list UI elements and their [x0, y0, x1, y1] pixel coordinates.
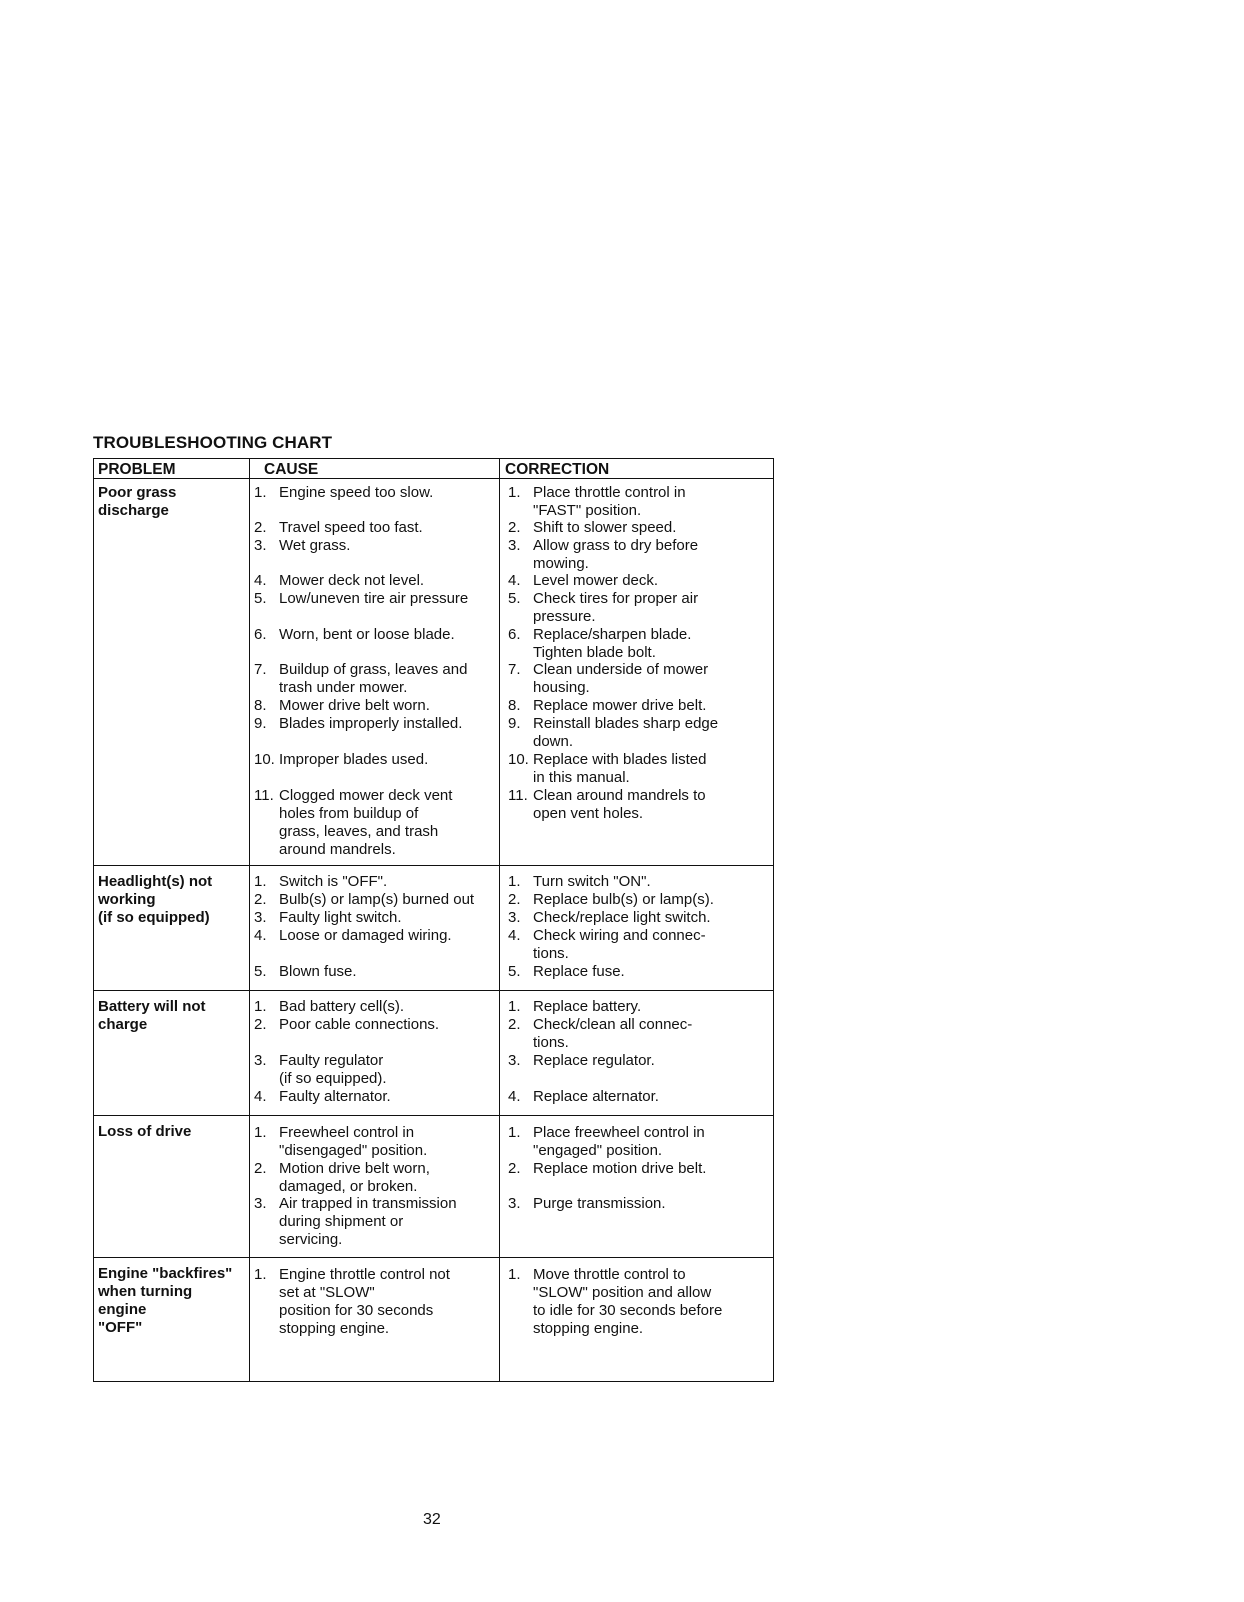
cause-item-number: 4.	[254, 927, 267, 944]
correction-item	[508, 998, 778, 1016]
cause-item-text: Switch is "OFF".	[279, 873, 388, 890]
cause-item-text: Bulb(s) or lamp(s) burned out	[279, 891, 475, 908]
cause-item-text: Bad battery cell(s).	[279, 998, 405, 1015]
correction-item-text: Check/replace light switch.	[533, 909, 711, 926]
cause-item-number: 10.	[254, 751, 275, 768]
cause-item-text: Poor cable connections.	[279, 1016, 440, 1033]
cause-item-number: 4.	[254, 572, 267, 589]
problem-cell: Poor grass discharge	[98, 484, 177, 519]
cause-item-text: Wet grass.	[279, 537, 351, 554]
correction-item-number: 6.	[508, 626, 521, 643]
correction-item-number: 7.	[508, 661, 521, 678]
cause-item-text: Engine throttle control not set at "SLOW" position for 30 seconds stopping engine.	[279, 1266, 450, 1337]
cause-item	[254, 1052, 502, 1088]
correction-item-text: Replace mower drive belt.	[533, 697, 707, 714]
correction-item-text: Place freewheel control in "engaged" position.	[533, 1124, 705, 1159]
correction-item	[508, 661, 778, 697]
header-problem: PROBLEM	[98, 461, 176, 478]
cause-item	[254, 1088, 502, 1106]
correction-item-text: Allow grass to dry before mowing.	[533, 537, 699, 572]
cause-item-number: 1.	[254, 873, 267, 890]
cause-item-number: 3.	[254, 1195, 267, 1212]
cause-item	[254, 519, 502, 537]
correction-item-number: 2.	[508, 1016, 521, 1033]
cause-item-number: 8.	[254, 697, 267, 714]
cause-item-number: 2.	[254, 519, 267, 536]
correction-item	[508, 1124, 778, 1160]
correction-item	[508, 909, 778, 927]
correction-item-number: 10.	[508, 751, 529, 768]
row-divider	[94, 1257, 773, 1258]
correction-item-number: 1.	[508, 1124, 521, 1141]
cause-item-number: 2.	[254, 1016, 267, 1033]
cause-item	[254, 484, 502, 502]
correction-item	[508, 1160, 778, 1178]
cause-item-number: 1.	[254, 1124, 267, 1141]
correction-item	[508, 873, 778, 891]
correction-item	[508, 1195, 778, 1213]
cause-item	[254, 1195, 502, 1249]
problem-cell: Loss of drive	[98, 1123, 192, 1140]
cause-item-text: Buildup of grass, leaves and trash under mower.	[279, 661, 468, 696]
cause-item-text: Freewheel control in "disengaged" position.	[279, 1124, 428, 1159]
cause-item	[254, 927, 502, 945]
correction-item-text: Reinstall blades sharp edge down.	[533, 715, 719, 750]
problem-cell: Headlight(s) not working (if so equipped)	[98, 873, 213, 926]
correction-item	[508, 787, 778, 823]
correction-item-number: 8.	[508, 697, 521, 714]
correction-item	[508, 519, 778, 537]
header-correction: CORRECTION	[505, 461, 610, 478]
cause-item	[254, 537, 502, 555]
correction-item-text: Turn switch "ON".	[533, 873, 651, 890]
correction-item-number: 1.	[508, 484, 521, 501]
cause-item-number: 4.	[254, 1088, 267, 1105]
cause-item	[254, 590, 502, 608]
correction-item-number: 5.	[508, 590, 521, 607]
correction-item-number: 2.	[508, 891, 521, 908]
correction-item-text: Purge transmission.	[533, 1195, 666, 1212]
cause-item-number: 3.	[254, 537, 267, 554]
correction-item-text: Level mower deck.	[533, 572, 659, 589]
correction-item-text: Replace battery.	[533, 998, 642, 1015]
correction-item-number: 3.	[508, 909, 521, 926]
cause-item	[254, 572, 502, 590]
cause-item-text: Travel speed too fast.	[279, 519, 423, 536]
cause-item	[254, 751, 502, 769]
header-cause: CAUSE	[264, 461, 319, 478]
correction-item-text: Replace bulb(s) or lamp(s).	[533, 891, 714, 908]
cause-item-text: Low/uneven tire air pressure	[279, 590, 469, 607]
cause-item	[254, 1124, 502, 1160]
cause-item-text: Faulty light switch.	[279, 909, 402, 926]
correction-item-number: 5.	[508, 963, 521, 980]
correction-item-text: Replace with blades listed in this manual.	[533, 751, 707, 786]
cause-item	[254, 787, 502, 859]
correction-item	[508, 927, 778, 963]
problem-cell: Battery will not charge	[98, 998, 206, 1033]
correction-item-number: 3.	[508, 1052, 521, 1069]
cause-item	[254, 1016, 502, 1034]
cause-item-text: Improper blades used.	[279, 751, 429, 768]
cause-item-text: Blades improperly installed.	[279, 715, 463, 732]
correction-item-text: Clean around mandrels to open vent holes.	[533, 787, 706, 822]
cause-item	[254, 1266, 502, 1338]
cause-item	[254, 873, 502, 891]
correction-item	[508, 1016, 778, 1052]
correction-item-text: Replace/sharpen blade. Tighten blade bolt.	[533, 626, 692, 661]
correction-item-text: Replace motion drive belt.	[533, 1160, 707, 1177]
problem-cell: Engine "backfires" when turning engine "OFF"	[98, 1265, 233, 1336]
cause-item	[254, 626, 502, 644]
cause-item	[254, 891, 502, 909]
correction-item-text: Check tires for proper air pressure.	[533, 590, 699, 625]
cause-item-number: 5.	[254, 963, 267, 980]
correction-item-text: Check/clean all connec- tions.	[533, 1016, 693, 1051]
correction-item	[508, 1266, 778, 1338]
correction-item-text: Shift to slower speed.	[533, 519, 677, 536]
correction-item-number: 4.	[508, 1088, 521, 1105]
cause-item-text: Faulty alternator.	[279, 1088, 391, 1105]
page-number: 32	[423, 1511, 441, 1528]
cause-item-text: Worn, bent or loose blade.	[279, 626, 455, 643]
correction-item-number: 1.	[508, 1266, 521, 1283]
correction-item-text: Replace regulator.	[533, 1052, 655, 1069]
cause-item-text: Mower deck not level.	[279, 572, 425, 589]
cause-item-number: 3.	[254, 1052, 267, 1069]
cause-item-text: Motion drive belt worn, damaged, or broken.	[279, 1160, 430, 1195]
correction-item	[508, 715, 778, 751]
cause-item-text: Blown fuse.	[279, 963, 357, 980]
correction-item-number: 3.	[508, 1195, 521, 1212]
cause-item	[254, 697, 502, 715]
cause-item	[254, 909, 502, 927]
cause-item-number: 7.	[254, 661, 267, 678]
cause-item-text: Faulty regulator (if so equipped).	[279, 1052, 387, 1087]
troubleshooting-table	[93, 458, 774, 1382]
correction-item-number: 11.	[508, 787, 528, 804]
row-divider	[94, 865, 773, 866]
correction-item-number: 2.	[508, 519, 521, 536]
correction-item-number: 3.	[508, 537, 521, 554]
chart-title: TROUBLESHOOTING CHART	[93, 433, 333, 452]
header-divider	[94, 478, 773, 479]
correction-item	[508, 537, 778, 573]
correction-item-number: 4.	[508, 927, 521, 944]
correction-item	[508, 1088, 778, 1106]
correction-item	[508, 751, 778, 787]
correction-item-number: 1.	[508, 873, 521, 890]
cause-item-text: Clogged mower deck vent holes from buildup of grass, leaves, and trash around mandrels.	[279, 787, 453, 858]
correction-item	[508, 484, 778, 520]
correction-item-number: 2.	[508, 1160, 521, 1177]
cause-item-number: 11.	[254, 787, 274, 804]
cause-item	[254, 998, 502, 1016]
row-divider	[94, 990, 773, 991]
correction-item-text: Move throttle control to "SLOW" position and allow to idle for 30 seconds before stopping engine.	[533, 1266, 723, 1337]
row-divider	[94, 1115, 773, 1116]
correction-item	[508, 626, 778, 662]
correction-item-number: 1.	[508, 998, 521, 1015]
cause-item-number: 6.	[254, 626, 267, 643]
cause-item-number: 3.	[254, 909, 267, 926]
correction-item-text: Check wiring and connec- tions.	[533, 927, 706, 962]
cause-item-number: 1.	[254, 484, 267, 501]
correction-item	[508, 572, 778, 590]
correction-item-number: 4.	[508, 572, 521, 589]
correction-item	[508, 891, 778, 909]
cause-item-text: Mower drive belt worn.	[279, 697, 430, 714]
cause-item	[254, 963, 502, 981]
cause-item-number: 9.	[254, 715, 267, 732]
correction-item-text: Replace fuse.	[533, 963, 625, 980]
cause-item-text: Engine speed too slow.	[279, 484, 434, 501]
cause-item-number: 2.	[254, 1160, 267, 1177]
cause-item	[254, 1160, 502, 1196]
correction-item-text: Clean underside of mower housing.	[533, 661, 709, 696]
correction-item-text: Replace alternator.	[533, 1088, 659, 1105]
cause-item-number: 1.	[254, 1266, 267, 1283]
correction-item-number: 9.	[508, 715, 521, 732]
correction-item	[508, 697, 778, 715]
cause-item-number: 5.	[254, 590, 267, 607]
correction-item	[508, 963, 778, 981]
cause-item-number: 1.	[254, 998, 267, 1015]
cause-item-text: Loose or damaged wiring.	[279, 927, 452, 944]
correction-item-text: Place throttle control in "FAST" position.	[533, 484, 686, 519]
cause-item-text: Air trapped in transmission during shipment or servicing.	[279, 1195, 457, 1248]
correction-item	[508, 590, 778, 626]
cause-item	[254, 661, 502, 697]
cause-item-number: 2.	[254, 891, 267, 908]
correction-item	[508, 1052, 778, 1070]
cause-item	[254, 715, 502, 733]
